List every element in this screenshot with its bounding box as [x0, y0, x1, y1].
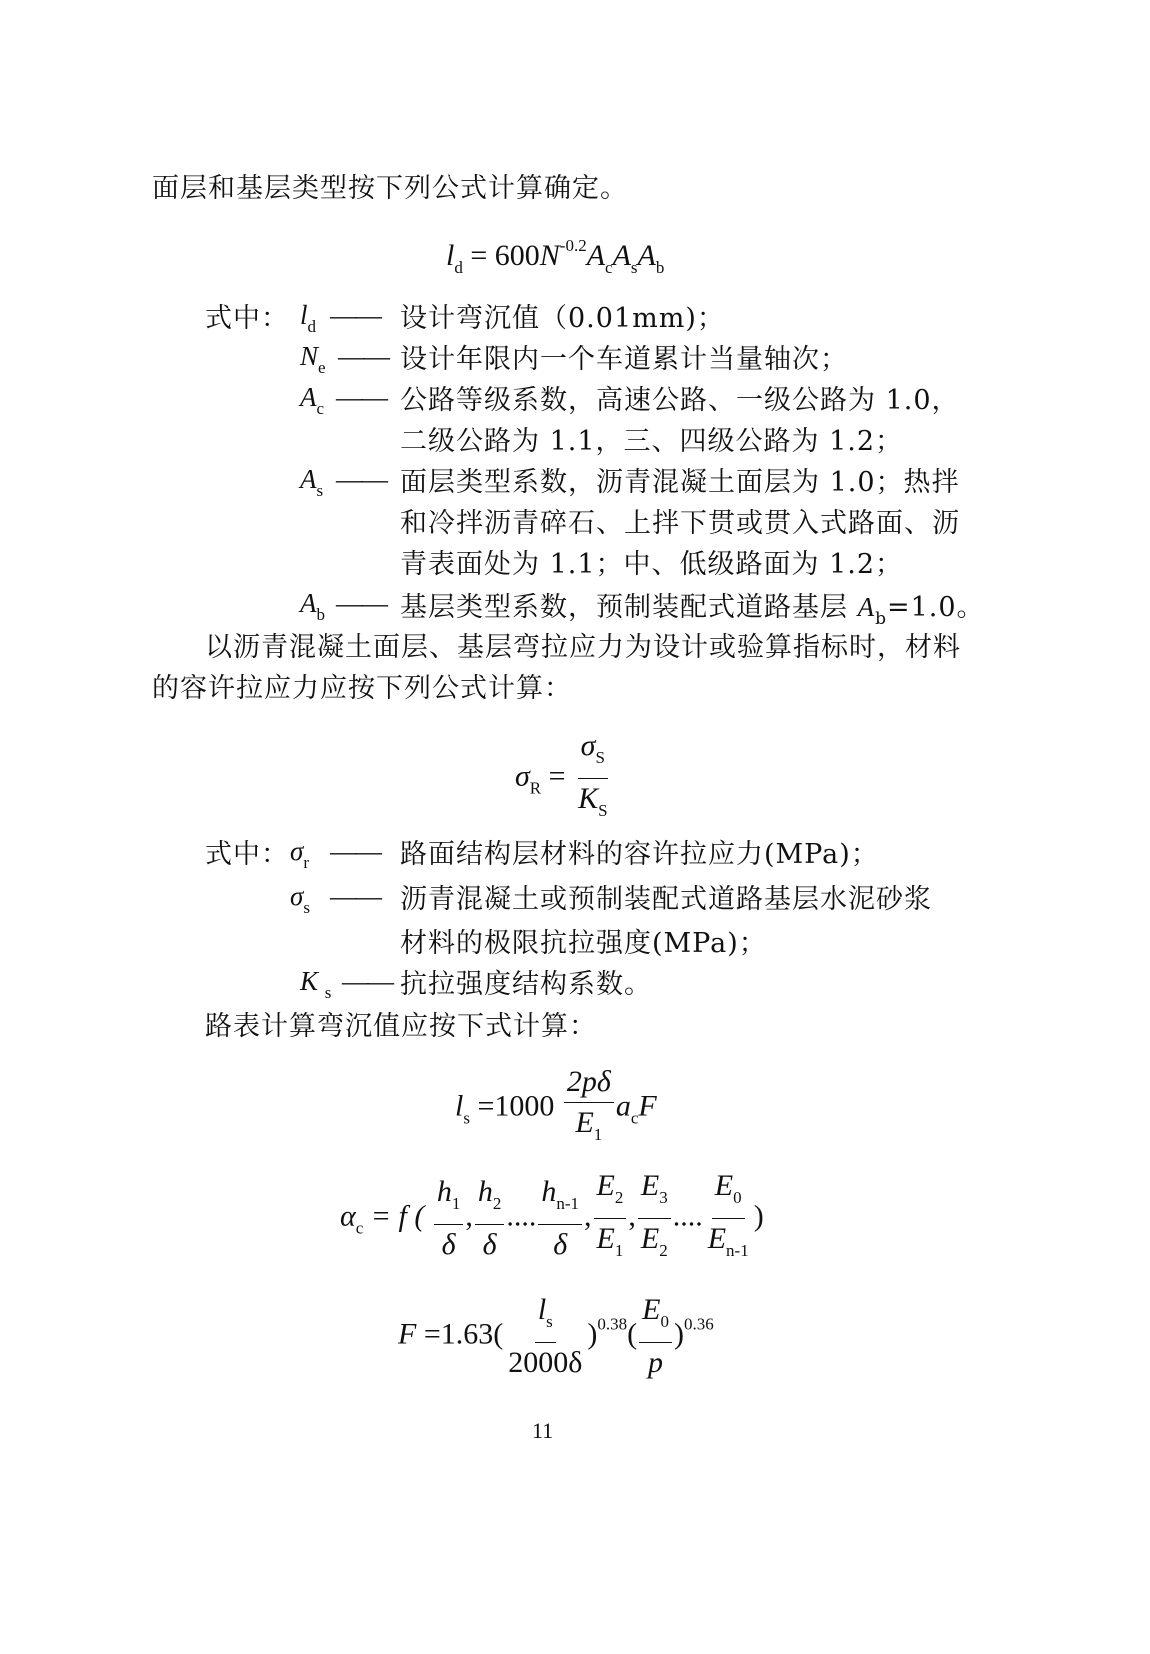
- def-as-line2: 和冷拌沥青碎石、上拌下贯或贯入式路面、沥: [400, 508, 960, 539]
- dash: ——: [336, 464, 386, 494]
- fraction: $\frac{E_0}{p}$: [639, 1292, 672, 1381]
- def-ne-text: 设计年限内一个车道累计当量轴次；: [400, 344, 848, 375]
- def-ld-text: 设计弯沉值（0.01mm)；: [400, 303, 725, 334]
- dash: ——: [336, 382, 386, 412]
- fraction: $\frac{2p\delta}{E_1}$: [564, 1064, 614, 1153]
- def-ab-text: 基层类型系数，预制装配式道路基层 $A_b=1.0$。: [400, 592, 985, 629]
- dash: ——: [336, 588, 386, 618]
- symbol-sigma-s: $\sigma_s$: [290, 881, 310, 917]
- def-sigma-s-line2: 材料的极限抗拉强度(MPa)；: [400, 928, 767, 959]
- def-ac-line1: 公路等级系数，高速公路、一级公路为 1.0，: [400, 385, 960, 416]
- para2-line2: 的容许拉应力应按下列公式计算：: [152, 673, 572, 704]
- dash: ——: [330, 836, 380, 866]
- dash: ——: [342, 966, 392, 996]
- page-number: 11: [532, 1418, 554, 1443]
- equation-f: F =1.63( $\frac{l_s}{2000\delta}$ )$^{0.38}$( $\frac{E_0}{p}$ )$^{0.36}$: [398, 1293, 714, 1379]
- symbol-sigma-r: $\sigma_r$: [290, 836, 309, 872]
- fraction: $\frac{E_3}{E_2}$: [638, 1168, 671, 1269]
- def-ks-text: 抗拉强度结构系数。: [400, 969, 652, 1000]
- equation-deflection: $l_d = 600N^{-0.2}A_cA_sA_b$: [446, 236, 665, 277]
- symbol-as: $A_s$: [300, 464, 324, 500]
- intro-text: 面层和基层类型按下列公式计算确定。: [152, 173, 628, 204]
- where-label-1: 式中：: [205, 303, 289, 334]
- para2-line1: 以沥青混凝土面层、基层弯拉应力为设计或验算指标时，材料: [205, 632, 961, 663]
- def-as-line3: 青表面处为 1.1；中、低级路面为 1.2；: [400, 549, 904, 580]
- fraction: $\frac{h_{n-1}}{\delta}$: [538, 1174, 582, 1263]
- dash: ——: [330, 300, 380, 330]
- symbol-ks: K $_s$: [300, 966, 332, 1002]
- fraction: $\frac{h_2}{\delta}$: [475, 1174, 505, 1263]
- symbol-ab: $A_b$: [300, 588, 325, 624]
- symbol-ac: $A_c$: [300, 382, 325, 418]
- equation-surface-deflection: $l_s =1000$ $\frac{2p\delta}{E_1}$ $a_cF$: [455, 1064, 657, 1153]
- equation-allowable-stress: $\sigma_R$ = $\frac{\sigma_S}{K_S}$: [515, 728, 613, 829]
- fraction: $\frac{h_1}{\delta}$: [434, 1174, 464, 1263]
- fraction: $\frac{E_0}{E_{n-1}}$: [707, 1169, 749, 1260]
- def-sigma-r-text: 路面结构层材料的容许拉应力(MPa)；: [400, 839, 879, 870]
- dash: ——: [338, 341, 388, 371]
- fraction: $\frac{E_2}{E_1}$: [594, 1168, 627, 1269]
- def-as-line1: 面层类型系数，沥青混凝土面层为 1.0；热拌: [400, 467, 960, 498]
- symbol-ne: $N_e$: [300, 341, 326, 377]
- fraction: $\frac{\sigma_S}{K_S}$: [578, 729, 608, 820]
- para3-text: 路表计算弯沉值应按下式计算：: [205, 1011, 597, 1042]
- fraction: $\frac{l_s}{2000\delta}$: [508, 1293, 583, 1379]
- where-label-2: 式中：: [205, 839, 289, 870]
- equation-alpha-c: $\alpha_c = f$ ( $\frac{h_1}{\delta}$ , $\frac{h_2}{\delta}$ .... $\frac{h_{n-1}}{\delta}$ , $\frac{E_2}{E_1}$ , $\frac{E_3}{E_2}$ .... $\frac{E_0}{E_{n-1}}$ ): [340, 1168, 764, 1269]
- def-ac-line2: 二级公路为 1.1，三、四级公路为 1.2；: [400, 426, 904, 457]
- symbol-ld: $l_d$: [300, 300, 317, 336]
- dash: ——: [330, 881, 380, 911]
- def-sigma-s-line1: 沥青混凝土或预制装配式道路基层水泥砂浆: [400, 884, 932, 915]
